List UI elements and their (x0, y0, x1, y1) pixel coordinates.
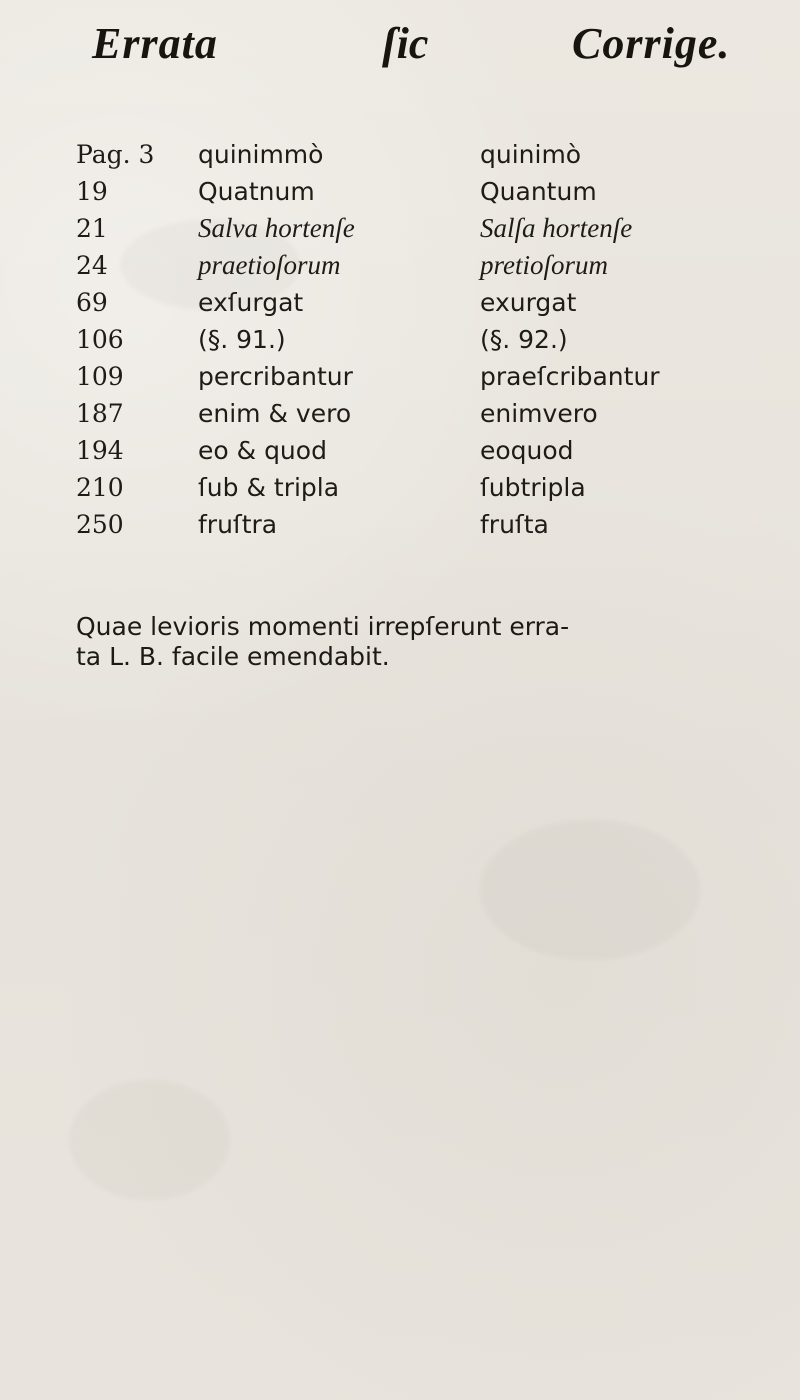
header-sic: ſic (382, 19, 429, 68)
table-row (76, 247, 736, 284)
page-number: 194 (76, 436, 124, 465)
note-line-1: Quae levioris momenti irrepſerunt erra- (76, 612, 570, 641)
error-text: enim & vero (198, 399, 352, 428)
error-text: Quatnum (198, 177, 315, 206)
page-number: 250 (76, 510, 124, 539)
header-errata: Errata (92, 19, 218, 68)
correction-text: exurgat (480, 288, 577, 317)
error-text: (§. 91.) (198, 325, 286, 354)
table-row (76, 432, 736, 469)
error-text: percribantur (198, 362, 353, 391)
error-text: fruſtra (198, 510, 278, 539)
table-row (76, 210, 736, 247)
table-row (76, 173, 736, 210)
error-text: quinimmò (198, 140, 324, 169)
error-text: Salva hortenſe (198, 213, 355, 243)
correction-text: praeſcribantur (480, 362, 660, 391)
correction-text: (§. 92.) (480, 325, 568, 354)
correction-text: ſubtripla (480, 473, 586, 502)
table-row (76, 469, 736, 506)
page-number: 24 (76, 251, 108, 280)
paper-stain (70, 1080, 230, 1200)
page-number: 109 (76, 362, 124, 391)
table-row (76, 321, 736, 358)
table-row (76, 284, 736, 321)
error-text: eo & quod (198, 436, 327, 465)
errata-table (76, 136, 736, 543)
page-number: 210 (76, 473, 124, 502)
page-number: 106 (76, 325, 124, 354)
table-row (76, 358, 736, 395)
correction-text: Salſa hortenſe (480, 213, 633, 243)
page-number: 21 (76, 214, 108, 243)
errata-header (0, 0, 800, 95)
error-text: ſub & tripla (198, 473, 340, 502)
correction-text: eoquod (480, 436, 574, 465)
page-number: 69 (76, 288, 108, 317)
page-number: 187 (76, 399, 124, 428)
correction-text: Quantum (480, 177, 597, 206)
correction-text: fruſta (480, 510, 549, 539)
correction-text: enimvero (480, 399, 598, 428)
page-number: Pag. 3 (76, 140, 155, 169)
paper-stain (480, 820, 700, 960)
error-text: praetioſorum (198, 250, 341, 280)
table-row (76, 506, 736, 543)
page-number: 19 (76, 177, 108, 206)
table-row (76, 136, 736, 173)
error-text: exſurgat (198, 288, 304, 317)
errata-note (76, 612, 736, 672)
correction-text: quinimò (480, 140, 582, 169)
header-corrige: Corrige. (572, 19, 731, 68)
correction-text: pretioſorum (480, 250, 608, 280)
note-line-2: ta L. B. facile emendabit. (76, 642, 390, 671)
table-row (76, 395, 736, 432)
